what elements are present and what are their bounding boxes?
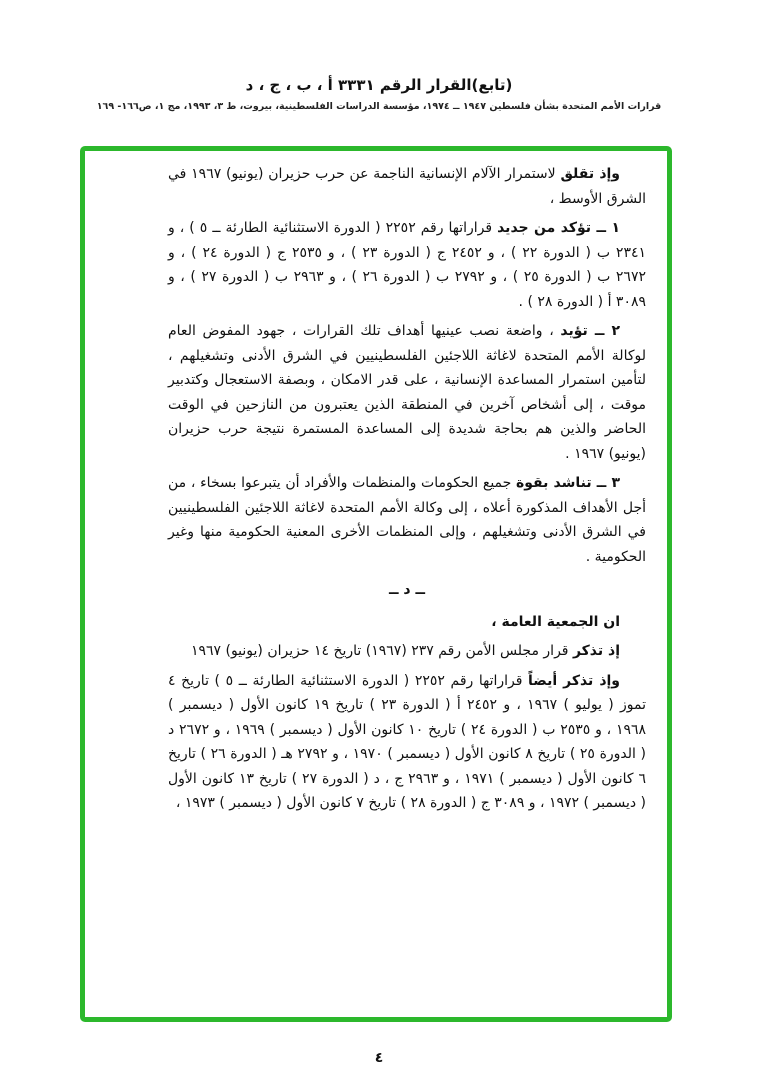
paragraph-lead: ٢ ــ تؤيد <box>560 323 621 339</box>
paragraph: إذ تذكر قرار مجلس الأمن رقم ٢٣٧ (١٩٦٧) تاريخ ١٤ حزيران (يونيو) ١٩٦٧ <box>190 643 620 659</box>
paragraph: ٢ ــ تؤيد ، واضعة نصب عينيها أهداف تلك القرارات ، جهود المفوض العام لوكالة الأمم المتحدة لاغاثة اللاجئين الفلسطينيين في الشرق الأدنى وتشغيلهم ، لتأمين استمرار المساعدة الإنسانية ، على قدر الامكان ، وبصفة الاستعجال وكتدبير موقت ، إلى أشخاص آخرين في المنطقة الذين يعتبرون من النازحين في الوقت الحاضر والذين هم بحاجة شديدة إلى المساعدة المستمرة نتيجة حرب حزيران (يونيو) ١٩٦٧ . <box>168 323 646 462</box>
document-body <box>168 162 646 821</box>
source-citation-line: قرارات الأمم المتحدة بشأن فلسطين ١٩٤٧ ــ ١٩٧٤، مؤسسة الدراسات الفلسطينية، بيروت، ط ٣، ١٩٩٣، مج ١، ص١٦٦- ١٦٩ <box>96 101 662 112</box>
section-divider: ــ د ــ <box>388 582 426 598</box>
paragraph-lead: وإذ تقلق <box>560 166 620 182</box>
paragraph: وإذ تقلق لاستمرار الآلام الإنسانية الناجمة عن حرب حزيران (يونيو) ١٩٦٧ في الشرق الأوسط ، <box>168 166 646 207</box>
paragraph-lead: إذ تذكر <box>572 643 620 659</box>
paragraph-lead: وإذ تذكر أيضاً <box>528 672 621 689</box>
paragraph: وإذ تذكر أيضاً قراراتها رقم ٢٢٥٢ ( الدورة الاستثنائية الطارئة ــ ٥ ) تاريخ ٤ تموز ( يوليو ) ١٩٦٧ ، و ٢٤٥٢ أ ( الدورة ٢٣ ) تاريخ ١٩ كانون الأول ( ديسمبر ) ١٩٦٨ ، و ٢٥٣٥ ب ( الدورة ٢٤ ) تاريخ ١٠ كانون الأول ( ديسمبر ) ١٩٦٩ ، و ٢٦٧٢ د ( الدورة ٢٥ ) تاريخ ٨ كانون الأول ( ديسمبر ) ١٩٧٠ ، و ٢٧٩٢ هـ ( الدورة ٢٦ ) تاريخ ٦ كانون الأول ( ديسمبر ) ١٩٧١ ، و ٢٩٦٣ ج ، د ( الدورة ٢٧ ) تاريخ ١٣ كانون الأول ( ديسمبر ) ١٩٧٢ ، و ٣٠٨٩ ج ( الدورة ٢٨ ) تاريخ ٧ كانون الأول ( ديسمبر ) ١٩٧٣ ، <box>168 672 647 811</box>
paragraph-lead: ١ ــ تؤكد من جديد <box>497 220 620 236</box>
paragraph-lead: ان الجمعية العامة ، <box>491 613 620 630</box>
paragraph: ١ ــ تؤكد من جديد قراراتها رقم ٢٢٥٢ ( الدورة الاستثنائية الطارئة ــ ٥ ) ، و ٢٣٤١ ب ( الدورة ٢٢ ) ، و ٢٤٥٢ ج ( الدورة ٢٣ ) ، و ٢٥٣٥ ج ( الدورة ٢٤ ) ، و ٢٦٧٢ ب ( الدورة ٢٥ ) ، و ٢٧٩٢ ب ( الدورة ٢٦ ) ، و ٢٩٦٣ ب ( الدورة ٢٧ ) ، و ٣٠٨٩ أ ( الدورة ٢٨ ) . <box>168 220 646 310</box>
paragraph-lead: ٣ ــ تناشد بقوة <box>516 475 620 491</box>
page-header <box>0 76 758 112</box>
paragraph <box>168 610 646 635</box>
page-number: ٤ <box>374 1050 384 1066</box>
paragraph: ٣ ــ تناشد بقوة جميع الحكومات والمنظمات والأفراد أن يتبرعوا بسخاء ، من أجل الأهداف المذكورة أعلاه ، إلى وكالة الأمم المتحدة لاغاثة اللاجئين الفلسطينيين في الشرق الأدنى وتشغيلهم ، وإلى المنظمات الأخرى المعنية الحكومية منها وغير الحكومية . <box>168 475 646 565</box>
resolution-title: (تابع)القرار الرقم ٣٣٣١ أ ، ب ، ج ، د <box>245 76 513 94</box>
